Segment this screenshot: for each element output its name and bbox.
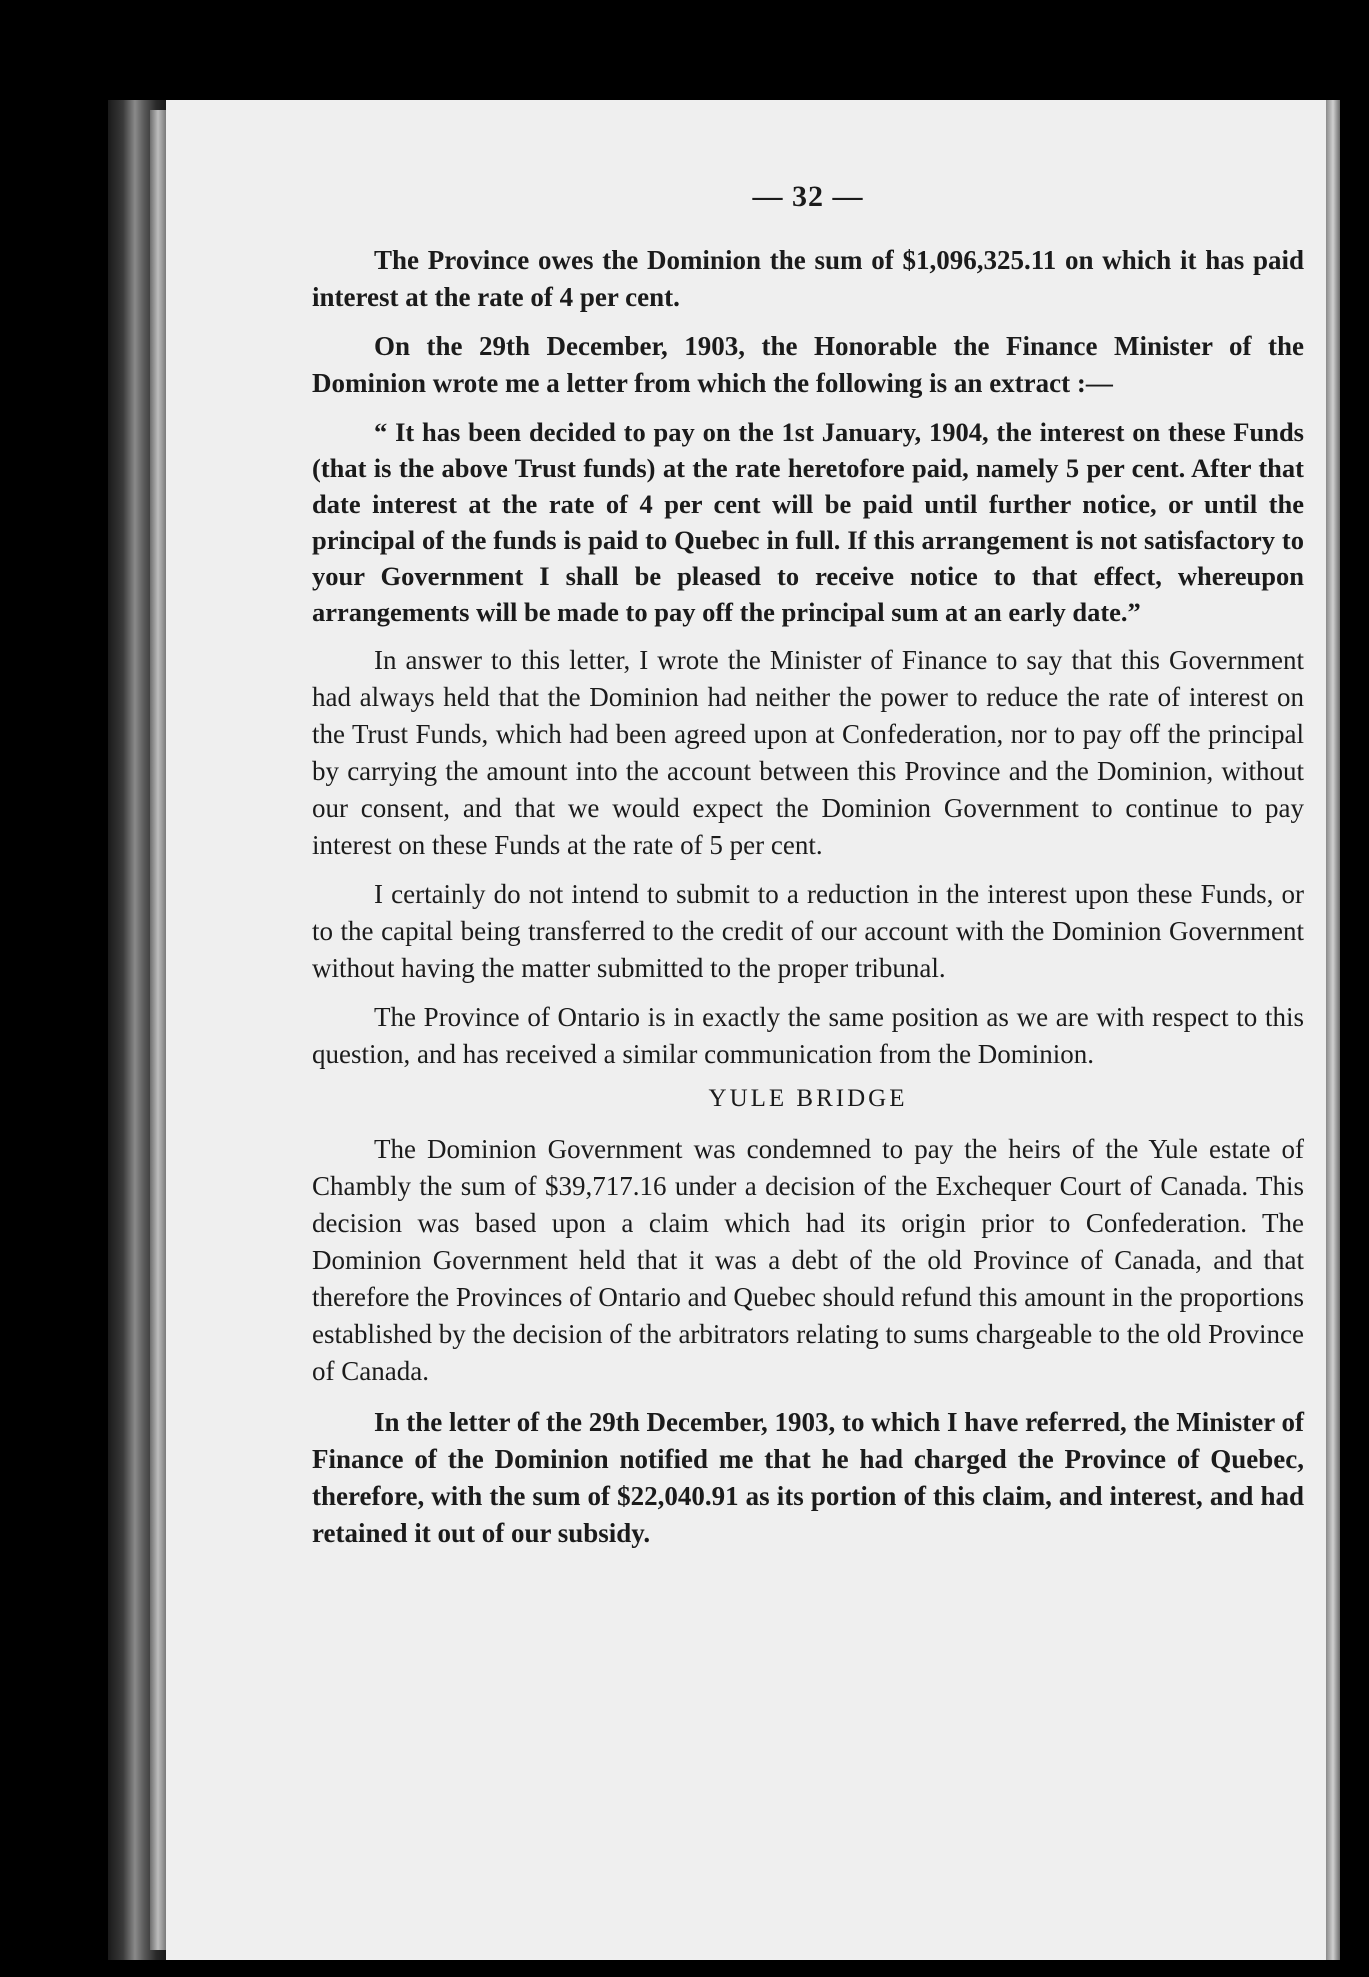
section-heading: YULE BRIDGE	[708, 1085, 908, 1112]
paragraph-answer: In answer to this letter, I wrote the Minister of Finance to say that this Government had always held that the Dominion had neither the power to reduce the rate of interest on the Trust Funds, which had been agreed upon at Confederation, nor to pay off the principal by carrying the amount into the account between this Province and the Dominion, without our consent, and that we would expect the Dominion Government to continue to pay interest on these Funds at the rate of 5 per cent.	[312, 645, 1304, 860]
scanned-page	[166, 100, 1330, 1960]
paragraph-finance-minister-letter: On the 29th December, 1903, the Honorable the Finance Minister of the Dominion wrote me a letter from which the following is an extract :—	[312, 331, 1304, 398]
page-text	[312, 180, 1304, 1564]
paragraph-charged-quebec: In the letter of the 29th December, 1903, to which I have referred, the Minister of Finance of the Dominion notified me that he had charged the Province of Quebec, therefore, with the sum of $22,040.91 as its portion of this claim, and interest, and had retained it out of our subsidy.	[312, 1407, 1304, 1548]
paragraph-quoted-extract: “ It has been decided to pay on the 1st January, 1904, the interest on these Funds (that is the above Trust funds) at the rate heretofore paid, namely 5 per cent. After that date interest at the rate of 4 per cent will be paid until further notice, or until the principal of the funds is paid to Quebec in full. If this arrangement is not satisfactory to your Government I shall be pleased to receive notice to that effect, whereupon arrangements will be made to pay off the principal sum at an early date.”	[312, 417, 1304, 627]
paragraph-reduction: I certainly do not intend to submit to a reduction in the interest upon these Funds, or to the capital being transferred to the credit of our account with the Dominion Government without having the matter submitted to the proper tribunal.	[312, 879, 1304, 983]
binding-highlight	[150, 110, 166, 1950]
paragraph-yule-estate: The Dominion Government was condemned to pay the heirs of the Yule estate of Chambly the sum of $39,717.16 under a decision of the Exchequer Court of Canada. This decision was based upon a claim which had its origin prior to Confederation. The Dominion Government held that it was a debt of the old Province of Canada, and that therefore the Provinces of Ontario and Quebec should refund this amount in the proportions established by the decision of the arbitrators relating to sums chargeable to the old Province of Canada.	[312, 1134, 1304, 1386]
page-edge	[1326, 100, 1340, 1960]
paragraph-province-owes: The Province owes the Dominion the sum of $1,096,325.11 on which it has paid interest at the rate of 4 per cent.	[312, 245, 1304, 312]
page-number: — 32 —	[752, 180, 864, 213]
paragraph-ontario: The Province of Ontario is in exactly the same position as we are with respect to this question, and has received a similar communication from the Dominion.	[312, 1002, 1304, 1069]
